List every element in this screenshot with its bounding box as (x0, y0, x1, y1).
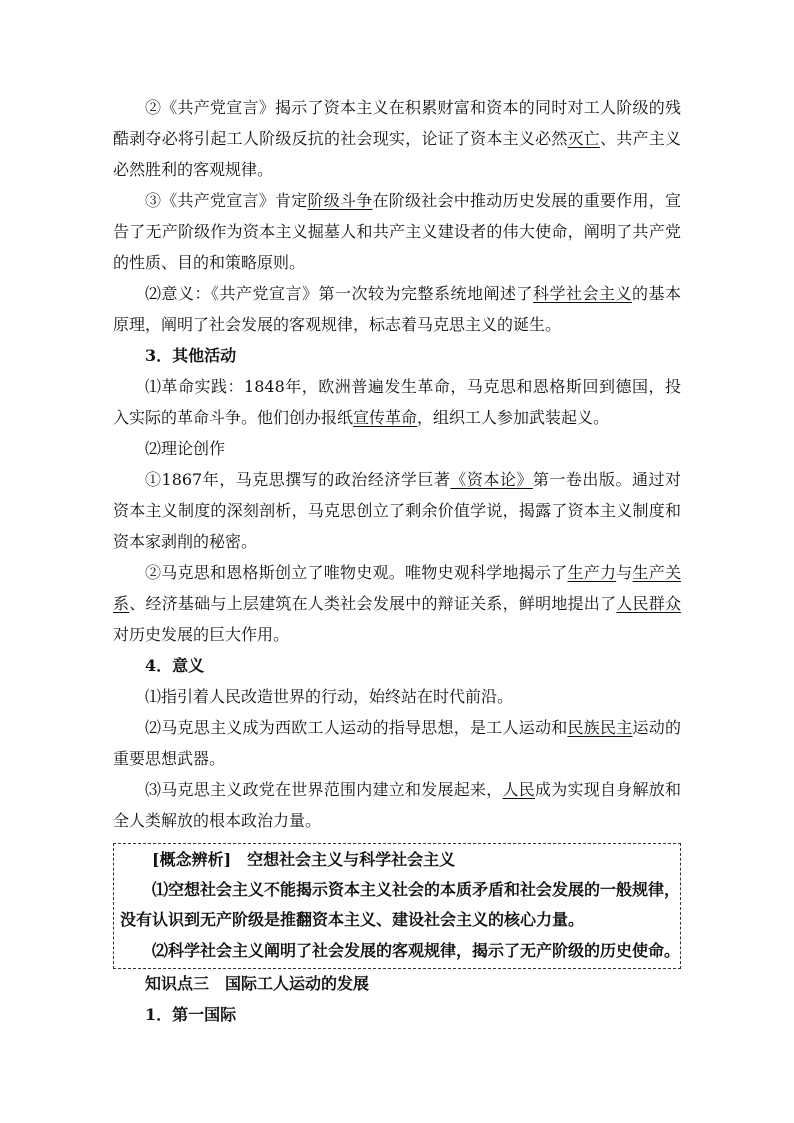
heading-other-activities: 3．其他活动 (145, 346, 237, 365)
paragraph-meaning-1: ⑴指引着人民改造世界的行动，始终站在时代前沿。 (145, 687, 514, 706)
paragraph-significance: ⑵意义：《共产党宣言》第一次较为完整系统地阐述了科学社会主义的基本原理，阐明了社会发展的客观规律，标志着马克思主义的诞生。 (113, 284, 681, 334)
section-subheading: 1．第一国际 (145, 1005, 237, 1024)
paragraph-manifesto-3: ③《共产党宣言》肯定阶级斗争在阶级社会中推动历史发展的重要作用，宣告了无产阶级作为资本主义掘墓人和共产主义建设者的伟大使命，阐明了共产党的性质、目的和策略原则。 (113, 191, 681, 272)
paragraph-manifesto-2: ②《共产党宣言》揭示了资本主义在积累财富和资本的同时对工人阶级的残酷剥夺必将引起工人阶级反抗的社会现实，论证了资本主义必然灭亡、共产主义必然胜利的客观规律。 (113, 98, 681, 179)
paragraph-theory-creation: ⑵理论创作 (145, 439, 226, 458)
section-title: 知识点三 国际工人运动的发展 (145, 974, 370, 993)
concept-box-item-1: ⑴空想社会主义不能揭示资本主义社会的本质矛盾和社会发展的一般规律，没有认识到无产阶级是推翻资本主义、建设社会主义的核心力量。 (120, 880, 681, 929)
concept-box-title: [概念辨析] 空想社会主义与科学社会主义 (152, 850, 456, 869)
paragraph-revolution-practice: ⑴革命实践：1848年，欧洲普遍发生革命，马克思和恩格斯回到德国，投入实际的革命斗争。他们创办报纸宣传革命，组织工人参加武装起义。 (113, 377, 681, 427)
paragraph-das-kapital: ①1867年，马克思撰写的政治经济学巨著《资本论》第一卷出版。通过对资本主义制度的深刻剖析，马克思创立了剩余价值学说，揭露了资本主义制度和资本家剥削的秘密。 (113, 470, 681, 551)
paragraph-meaning-3: ⑶马克思主义政党在世界范围内建立和发展起来，人民成为实现自身解放和全人类解放的根本政治力量。 (113, 780, 681, 830)
paragraph-meaning-2: ⑵马克思主义成为西欧工人运动的指导思想，是工人运动和民族民主运动的重要思想武器。 (113, 718, 681, 768)
concept-box (113, 843, 681, 969)
heading-significance: 4．意义 (145, 656, 205, 675)
concept-box-item-2: ⑵科学社会主义阐明了社会发展的客观规律，揭示了无产阶级的历史使命。 (152, 941, 681, 960)
paragraph-historical-materialism: ②马克思和恩格斯创立了唯物史观。唯物史观科学地揭示了生产力与生产关系、经济基础与上层建筑在人类社会发展中的辩证关系，鲜明地提出了人民群众对历史发展的巨大作用。 (113, 563, 681, 644)
